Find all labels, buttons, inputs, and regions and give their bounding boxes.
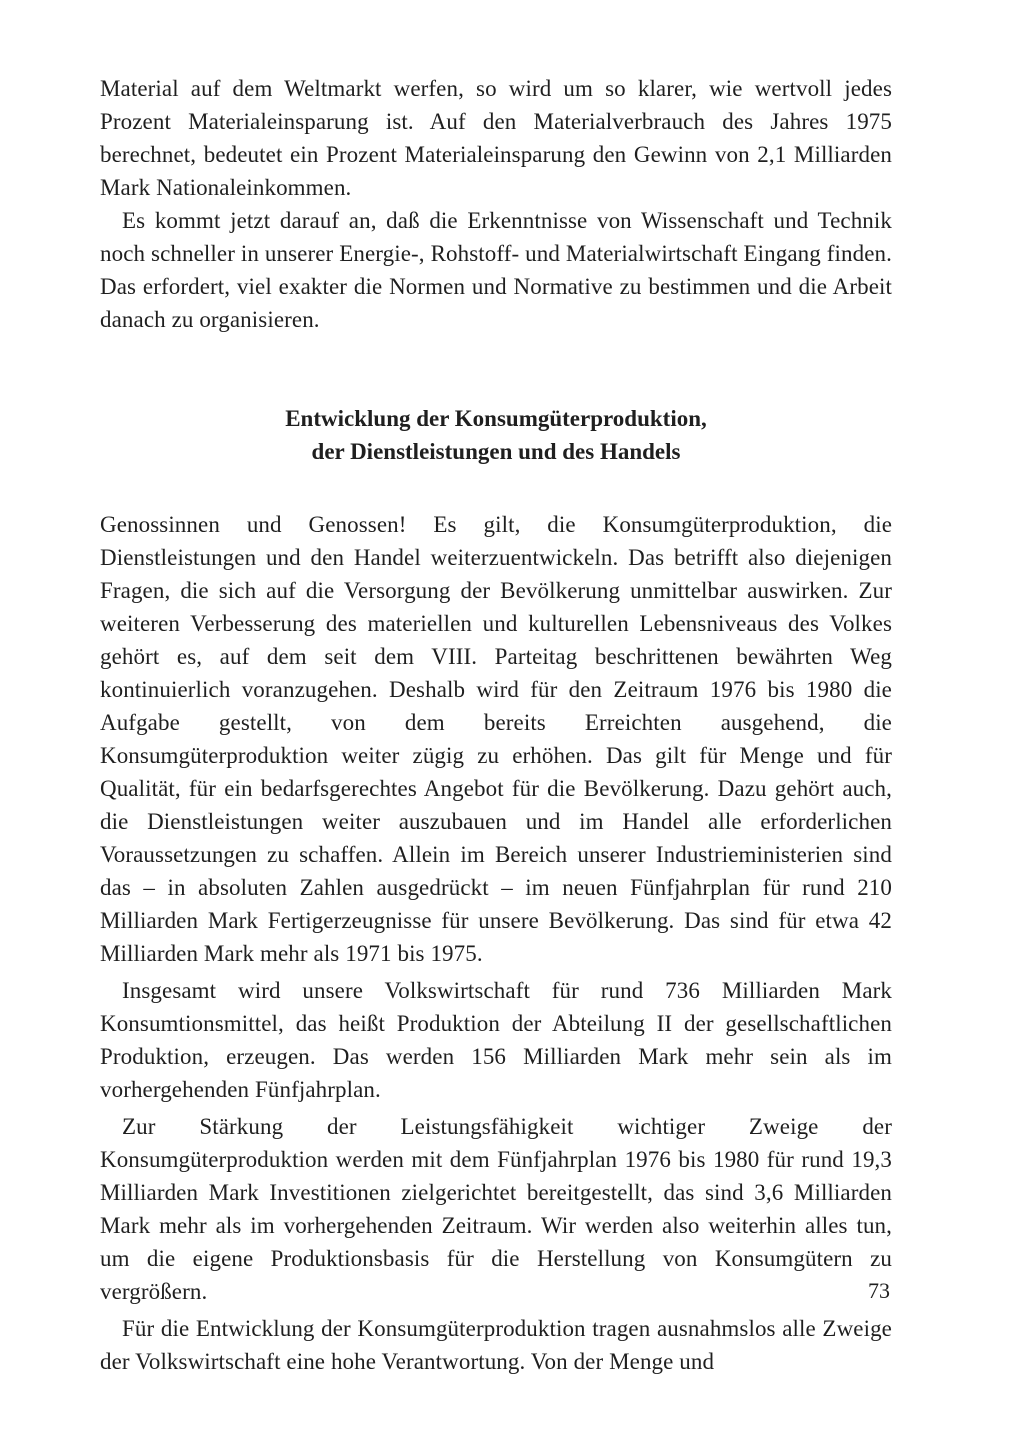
paragraph-responsibility: Für die Entwicklung der Konsumgüterproduktion tragen ausnahmslos alle Zweige der Volkswirtschaft eine hohe Verantwortung. Von der Menge und bbox=[100, 1316, 892, 1374]
paragraph-consumption-means: Insgesamt wird unsere Volkswirtschaft für rund 736 Milliarden Mark Konsumtionsmittel, das heißt Produktion der Abteilung II der gesellschaftlichen Produktion, erzeugen. Das werden 156 Milliarden Mark mehr sein als im vorhergehenden Fünfjahrplan. bbox=[100, 978, 892, 1102]
paragraph-science-technology: Es kommt jetzt darauf an, daß die Erkenntnisse von Wissenschaft und Technik noch schneller in unserer Energie-, Rohstoff- und Materialwirtschaft Eingang finden. Das erfordert, viel exakter die Normen und Normative zu bestimmen und die Arbeit danach zu organisieren. bbox=[100, 208, 892, 332]
paragraph-material-savings: Material auf dem Weltmarkt werfen, so wird um so klarer, wie wertvoll jedes Prozent Materialeinsparung ist. Auf den Materialverbrauch des Jahres 1975 berechnet, bedeutet ein Prozent Materialeinsparung den Gewinn von 2,1 Milliarden Mark Nationaleinkommen. bbox=[100, 76, 892, 200]
book-page bbox=[100, 72, 892, 1378]
page-number: 73 bbox=[868, 1278, 890, 1303]
section-heading-line-1: Entwicklung der Konsumgüterproduktion, bbox=[285, 406, 707, 431]
paragraph-consumer-goods-production: Genossinnen und Genossen! Es gilt, die Konsumgüterproduktion, die Dienstleistungen und den Handel weiterzuentwickeln. Das betrifft also diejenigen Fragen, die sich auf die Versorgung der Bevölkerung unmittelbar auswirken. Zur weiteren Verbesserung des materiellen und kulturellen Lebensniveaus des Volkes gehört es, auf dem seit dem VIII. Parteitag beschrittenen bewährten Weg kontinuierlich voranzugehen. Deshalb wird für den Zeitraum 1976 bis 1980 die Aufgabe gestellt, von dem bereits Erreichten ausgehend, die Konsumgüterproduktion weiter zügig zu erhöhen. Das gilt für Menge und für Qualität, für ein bedarfsgerechtes Angebot für die Bevölkerung. Dazu gehört auch, die Dienstleistungen weiter auszubauen und im Handel alle erforderlichen Voraussetzungen zu schaffen. Allein im Bereich unserer Industrieministerien sind das – in absoluten Zahlen ausgedrückt – im neuen Fünfjahrplan für rund 210 Milliarden Mark Fertigerzeugnisse für unsere Bevölkerung. Das sind für etwa 42 Milliarden Mark mehr als 1971 bis 1975. bbox=[100, 512, 892, 966]
section-heading bbox=[100, 402, 892, 468]
section-heading-line-2: der Dienstleistungen und des Handels bbox=[311, 439, 681, 464]
paragraph-investments: Zur Stärkung der Leistungsfähigkeit wichtiger Zweige der Konsumgüterproduktion werden mit dem Fünfjahrplan 1976 bis 1980 für rund 19,3 Milliarden Mark Investitionen zielgerichtet bereitgestellt, das sind 3,6 Milliarden Mark mehr als im vorhergehenden Zeitraum. Wir werden also weiterhin alles tun, um die eigene Produktionsbasis für die Herstellung von Konsumgütern zu vergrößern. bbox=[100, 1114, 892, 1304]
